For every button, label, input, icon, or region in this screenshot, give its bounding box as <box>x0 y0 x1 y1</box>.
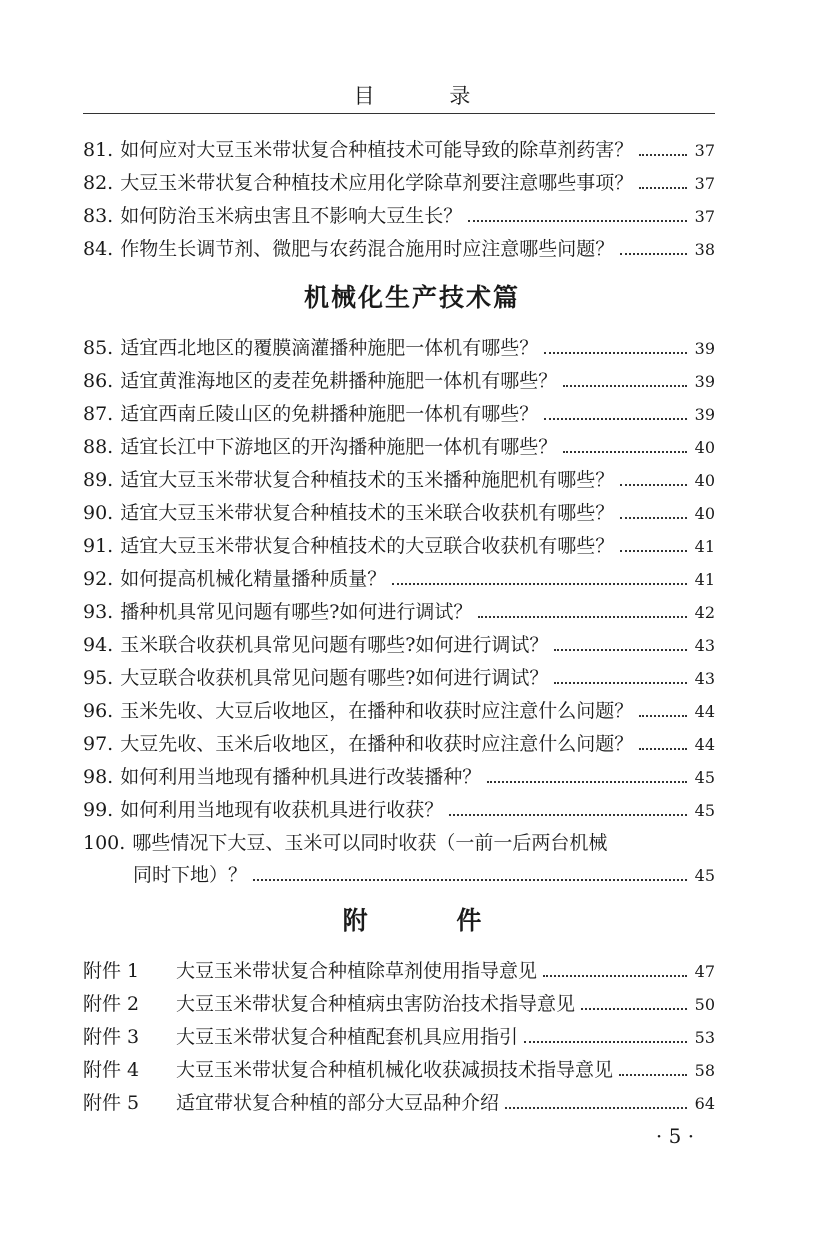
entry-number: 82. <box>83 172 114 194</box>
toc-entry-100-line1[interactable] <box>83 830 715 856</box>
header-rule <box>83 113 715 114</box>
entry-title: 适宜大豆玉米带状复合种植技术的大豆联合收获机有哪些？ <box>120 535 615 557</box>
toc-entry[interactable] <box>83 599 715 625</box>
toc-entry[interactable] <box>83 203 715 229</box>
leader-dots <box>449 814 687 816</box>
leader-dots <box>620 484 687 486</box>
entry-page: 40 <box>694 504 715 523</box>
entry-title: 大豆先收、玉米后收地区，在播种和收获时应注意什么问题？ <box>120 733 634 755</box>
entry-title: 如何提高机械化精量播种质量？ <box>120 568 387 590</box>
entry-number: 97. <box>83 733 114 755</box>
entry-title: 适宜长江中下游地区的开沟播种施肥一体机有哪些？ <box>120 436 558 458</box>
entry-title: 如何防治玉米病虫害且不影响大豆生长？ <box>120 205 463 227</box>
entry-title: 玉米联合收获机具常见问题有哪些?如何进行调试？ <box>120 634 549 656</box>
toc-entry[interactable] <box>83 665 715 691</box>
entry-number: 92. <box>83 568 114 590</box>
leader-dots <box>468 220 687 222</box>
appendix-entry[interactable] <box>83 1024 715 1050</box>
toc-entry[interactable] <box>83 368 715 394</box>
appendix-entry[interactable] <box>83 1090 715 1116</box>
toc-entry[interactable] <box>83 500 715 526</box>
entry-number: 86. <box>83 370 114 392</box>
leader-dots <box>524 1041 687 1043</box>
entry-page: 44 <box>694 735 715 754</box>
leader-dots <box>620 253 687 255</box>
entry-title: 玉米先收、大豆后收地区，在播种和收获时应注意什么问题？ <box>120 700 634 722</box>
entry-page: 40 <box>694 438 715 457</box>
entry-title: 适宜西北地区的覆膜滴灌播种施肥一体机有哪些？ <box>120 337 539 359</box>
entry-page: 41 <box>694 537 715 556</box>
leader-dots <box>563 451 687 453</box>
leader-dots <box>253 879 687 881</box>
leader-dots <box>554 682 687 684</box>
entry-number: 83. <box>83 205 114 227</box>
entry-number: 91. <box>83 535 114 557</box>
appendix-number: 附件 5 <box>83 1092 140 1114</box>
entry-page: 40 <box>694 471 715 490</box>
leader-dots <box>639 187 687 189</box>
entry-title: 大豆玉米带状复合种植技术应用化学除草剂要注意哪些事项？ <box>120 172 634 194</box>
toc-entry[interactable] <box>83 797 715 823</box>
entry-title: 如何应对大豆玉米带状复合种植技术可能导致的除草剂药害？ <box>120 139 634 161</box>
appendix-number: 附件 1 <box>83 960 140 982</box>
running-header: 目 录 <box>353 84 505 108</box>
toc-entry[interactable] <box>83 434 715 460</box>
entry-title: 适宜大豆玉米带状复合种植技术的玉米播种施肥机有哪些？ <box>120 469 615 491</box>
entry-number: 87. <box>83 403 114 425</box>
entry-number: 90. <box>83 502 114 524</box>
page-number: · 5 · <box>655 1124 695 1148</box>
entry-number: 96. <box>83 700 114 722</box>
toc-entry[interactable] <box>83 764 715 790</box>
toc-entry[interactable] <box>83 335 715 361</box>
toc-entry[interactable] <box>83 533 715 559</box>
entry-number: 95. <box>83 667 114 689</box>
leader-dots <box>478 616 687 618</box>
entry-number: 99. <box>83 799 114 821</box>
appendix-entry[interactable] <box>83 958 715 984</box>
entry-number: 88. <box>83 436 114 458</box>
entry-page: 37 <box>694 174 715 193</box>
toc-entry[interactable] <box>83 731 715 757</box>
entry-title-continued: 同时下地）？ <box>133 864 248 886</box>
leader-dots <box>505 1107 687 1109</box>
entry-page: 43 <box>694 636 715 655</box>
leader-dots <box>554 649 687 651</box>
entry-number: 100. <box>83 832 126 854</box>
entry-page: 39 <box>694 405 715 424</box>
leader-dots <box>619 1074 687 1076</box>
appendix-title: 大豆玉米带状复合种植配套机具应用指引 <box>176 1026 519 1048</box>
entry-title: 播种机具常见问题有哪些?如何进行调试？ <box>120 601 473 623</box>
entry-page: 45 <box>694 801 715 820</box>
toc-entry-100-line2[interactable] <box>133 862 715 888</box>
entry-page: 44 <box>694 702 715 721</box>
entry-number: 84. <box>83 238 114 260</box>
entry-title: 适宜黄淮海地区的麦茬免耕播种施肥一体机有哪些？ <box>120 370 558 392</box>
entry-page: 42 <box>694 603 715 622</box>
leader-dots <box>563 385 687 387</box>
entry-page: 39 <box>694 339 715 358</box>
entry-page: 37 <box>694 207 715 226</box>
leader-dots <box>620 550 687 552</box>
entry-page: 39 <box>694 372 715 391</box>
entry-title: 哪些情况下大豆、玉米可以同时收获（一前一后两台机械 <box>132 832 608 854</box>
entry-title: 大豆联合收获机具常见问题有哪些?如何进行调试？ <box>120 667 549 689</box>
appendix-title: 大豆玉米带状复合种植病虫害防治技术指导意见 <box>176 993 576 1015</box>
leader-dots <box>639 715 687 717</box>
leader-dots <box>543 975 687 977</box>
leader-dots <box>544 418 687 420</box>
appendix-number: 附件 2 <box>83 993 140 1015</box>
appendix-title: 适宜带状复合种植的部分大豆品种介绍 <box>176 1092 500 1114</box>
toc-entry[interactable] <box>83 170 715 196</box>
toc-entry[interactable] <box>83 632 715 658</box>
appendix-number: 附件 3 <box>83 1026 140 1048</box>
entry-page: 41 <box>694 570 715 589</box>
leader-dots <box>392 583 687 585</box>
entry-page: 45 <box>694 768 715 787</box>
entry-page: 43 <box>694 669 715 688</box>
leader-dots <box>487 781 687 783</box>
appendix-title: 大豆玉米带状复合种植机械化收获减损技术指导意见 <box>176 1059 614 1081</box>
entry-title: 适宜大豆玉米带状复合种植技术的玉米联合收获机有哪些？ <box>120 502 615 524</box>
appendix-entry[interactable] <box>83 991 715 1017</box>
appendix-title: 大豆玉米带状复合种植除草剂使用指导意见 <box>176 960 538 982</box>
entry-page: 38 <box>694 240 715 259</box>
entry-title: 如何利用当地现有播种机具进行改装播种？ <box>120 766 482 788</box>
entry-page: 64 <box>694 1094 715 1113</box>
entry-number: 89. <box>83 469 114 491</box>
leader-dots <box>639 154 687 156</box>
appendix-entry[interactable] <box>83 1057 715 1083</box>
leader-dots <box>581 1008 687 1010</box>
leader-dots <box>544 352 687 354</box>
section-heading-appendix: 附 件 <box>342 906 522 935</box>
entry-title: 适宜西南丘陵山区的免耕播种施肥一体机有哪些？ <box>120 403 539 425</box>
entry-title: 如何利用当地现有收获机具进行收获？ <box>120 799 444 821</box>
entry-page: 53 <box>694 1028 715 1047</box>
entry-number: 85. <box>83 337 114 359</box>
entry-page: 45 <box>694 866 715 885</box>
entry-page: 47 <box>694 962 715 981</box>
entry-page: 58 <box>694 1061 715 1080</box>
entry-page: 37 <box>694 141 715 160</box>
entry-title: 作物生长调节剂、微肥与农药混合施用时应注意哪些问题？ <box>120 238 615 260</box>
entry-number: 94. <box>83 634 114 656</box>
toc-entry[interactable] <box>83 698 715 724</box>
section-heading-mechanization: 机械化生产技术篇 <box>303 283 520 312</box>
toc-entry[interactable] <box>83 467 715 493</box>
leader-dots <box>620 517 687 519</box>
entry-number: 81. <box>83 139 114 161</box>
toc-entry[interactable] <box>83 137 715 163</box>
entry-page: 50 <box>694 995 715 1014</box>
toc-entry[interactable] <box>83 566 715 592</box>
entry-number: 93. <box>83 601 114 623</box>
entry-number: 98. <box>83 766 114 788</box>
appendix-number: 附件 4 <box>83 1059 140 1081</box>
toc-entry[interactable] <box>83 236 715 262</box>
leader-dots <box>639 748 687 750</box>
toc-entry[interactable] <box>83 401 715 427</box>
